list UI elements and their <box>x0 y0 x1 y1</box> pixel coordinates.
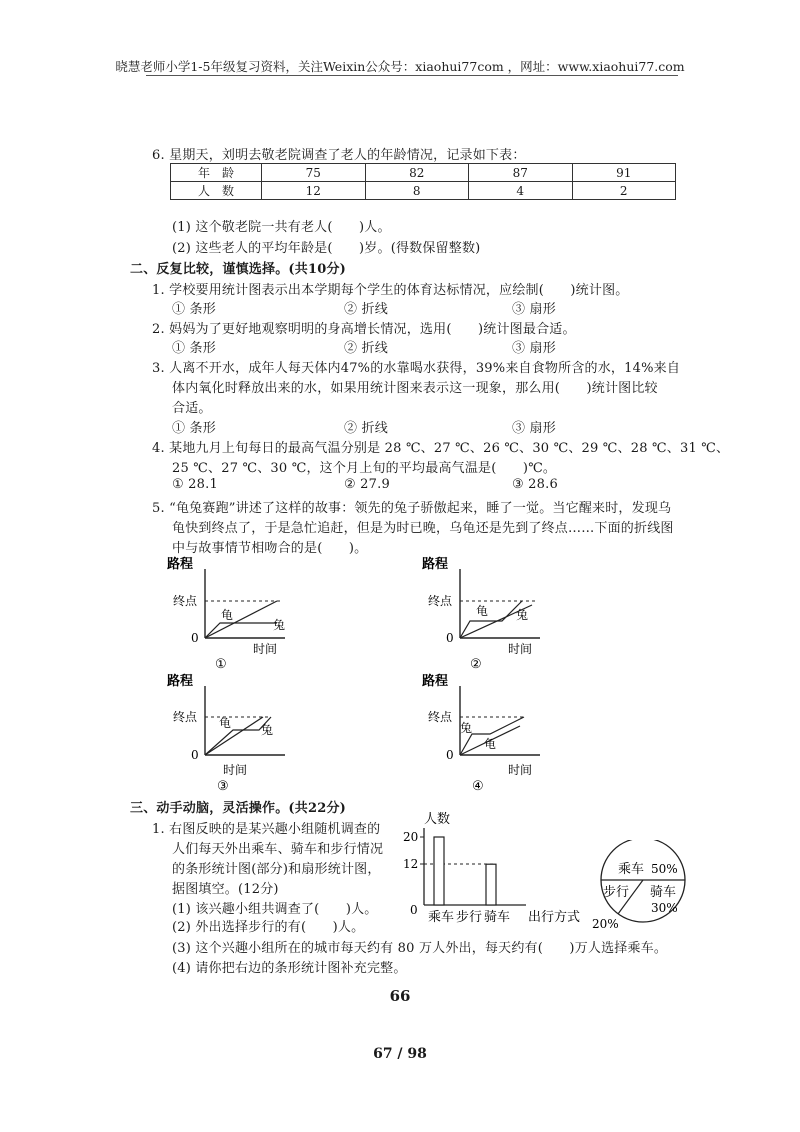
turtle-line <box>205 717 263 755</box>
page-header: 晓慧老师小学1-5年级复习资料，关注Weixin公众号：xiaohui77com ，网址：www.xiaohui77.com <box>115 59 685 74</box>
axis-x-label: 时间 <box>508 763 533 777</box>
age-cell: 91 <box>572 164 676 182</box>
s3-sub2: (2) 外出选择步行的有( )人。 <box>172 920 365 935</box>
bar-category: 骑车 <box>484 910 511 925</box>
s3-sub3: (3) 这个兴趣小组所在的城市每天约有 80 万人外出，每天约有( )万人选择乘车。 <box>172 941 668 956</box>
origin-label: 0 <box>446 631 454 645</box>
origin-label: 0 <box>446 748 454 762</box>
option: ② 折线 <box>344 302 388 317</box>
s2-q3-line2: 体内氧化时释放出来的水，如果用统计图来表示这一现象，那么用( )统计图比较 <box>172 381 658 396</box>
pie-label-cycle: 骑车 <box>650 885 677 900</box>
bar-xlabel: 出行方式 <box>528 910 581 925</box>
pie-pct-cycle: 30% <box>651 901 678 915</box>
race-graph-1 <box>165 553 315 673</box>
page-number: 66 <box>389 987 411 1005</box>
age-cell: 87 <box>469 164 573 182</box>
rabbit-label: 兔 <box>261 723 274 737</box>
option-mark: ② <box>470 657 482 672</box>
axis-x-label: 时间 <box>223 763 248 777</box>
option: ① 条形 <box>172 341 216 356</box>
end-label: 终点 <box>428 710 453 724</box>
pie-label-ride: 乘车 <box>618 862 645 877</box>
bar-category: 步行 <box>456 910 483 925</box>
s2-q4-line1: 4. 某地九月上旬每日的最高气温分别是 28 ℃、27 ℃、26 ℃、30 ℃、29 ℃、28 ℃、31 ℃、 <box>152 441 730 456</box>
option: ② 折线 <box>344 421 388 436</box>
pie-pct-ride: 50% <box>651 862 678 876</box>
age-table <box>170 163 676 200</box>
travel-pie-chart <box>588 840 698 930</box>
axis-y-label: 路程 <box>167 557 194 572</box>
s3-sub4: (4) 请你把右边的条形统计图补充完整。 <box>172 961 407 976</box>
option: ③ 扇形 <box>512 341 556 356</box>
row-label-age: 年 龄 <box>171 164 262 182</box>
q6-sub1: (1) 这个敬老院一共有老人( )人。 <box>172 220 391 235</box>
rabbit-label: 兔 <box>516 608 529 622</box>
axis-y-label: 路程 <box>422 557 449 572</box>
option-mark: ① <box>215 657 227 672</box>
turtle-label: 龟 <box>484 737 497 751</box>
pie-label-walk: 步行 <box>603 885 630 900</box>
option: ① 条形 <box>172 302 216 317</box>
section2-title: 二、反复比较，谨慎选择。(共10分) <box>130 262 346 277</box>
s2-q5-line3: 中与故事情节相吻合的是( )。 <box>172 541 368 556</box>
count-cell: 8 <box>365 182 469 200</box>
table-row <box>171 164 676 182</box>
axis-y-label: 路程 <box>167 674 194 689</box>
travel-bar-chart <box>400 810 590 930</box>
turtle-label: 龟 <box>219 716 232 730</box>
option: ③ 扇形 <box>512 302 556 317</box>
option-mark: ③ <box>217 779 229 794</box>
s2-q3-line1: 3. 人离不开水，成年人每天体内47%的水靠喝水获得，39%来自食物所含的水，14%来自 <box>152 361 681 376</box>
s2-q3-line3: 合适。 <box>172 401 212 416</box>
s2-q2-stem: 2. 妈妈为了更好地观察明明的身高增长情况，选用( )统计图最合适。 <box>152 322 576 337</box>
origin-label: 0 <box>191 748 199 762</box>
rabbit-label: 兔 <box>273 618 286 632</box>
option: ① 条形 <box>172 421 216 436</box>
row-label-count: 人 数 <box>171 182 262 200</box>
race-graph-3 <box>165 670 315 795</box>
q6-stem: 6. 星期天，刘明去敬老院调查了老人的年龄情况，记录如下表： <box>152 148 526 163</box>
bar-cycle <box>486 864 496 905</box>
count-cell: 2 <box>572 182 676 200</box>
axis-x-label: 时间 <box>508 642 533 656</box>
bar-category: 乘车 <box>428 910 455 925</box>
age-cell: 82 <box>365 164 469 182</box>
end-label: 终点 <box>173 594 198 608</box>
page-pager: 67 / 98 <box>373 1046 427 1062</box>
s3-intro3: 的条形统计图(部分)和扇形统计图， <box>172 862 381 877</box>
s3-sub1: (1) 该兴趣小组共调查了( )人。 <box>172 902 378 917</box>
end-label: 终点 <box>173 710 198 724</box>
s3-intro1: 1. 右图反映的是某兴趣小组随机调查的 <box>152 822 381 837</box>
axis-x-label: 时间 <box>253 642 278 656</box>
header-rule <box>146 75 678 76</box>
s3-intro4: 据图填空。(12分) <box>172 882 279 897</box>
option-mark: ④ <box>472 779 484 794</box>
race-graph-4 <box>420 670 570 795</box>
pie-pct-walk: 20% <box>592 917 619 930</box>
turtle-label: 龟 <box>221 608 234 622</box>
option: ② 折线 <box>344 341 388 356</box>
option: ① 28.1 <box>172 477 218 492</box>
option: ③ 扇形 <box>512 421 556 436</box>
bar-ride <box>434 837 444 905</box>
tick-label: 12 <box>403 857 419 871</box>
q6-sub2: (2) 这些老人的平均年龄是( )岁。(得数保留整数) <box>172 241 481 256</box>
origin-label: 0 <box>191 631 199 645</box>
s2-q4-line2: 25 ℃、27 ℃、30 ℃，这个月上旬的平均最高气温是( )℃。 <box>172 461 557 476</box>
count-cell: 12 <box>262 182 366 200</box>
option: ③ 28.6 <box>512 477 558 492</box>
bar-ylabel: 人数 <box>424 812 451 827</box>
s2-q1-stem: 1. 学校要用统计图表示出本学期每个学生的体育达标情况，应绘制( )统计图。 <box>152 283 629 298</box>
end-label: 终点 <box>428 594 453 608</box>
rabbit-line <box>460 601 522 638</box>
table-row <box>171 182 676 200</box>
count-cell: 4 <box>469 182 573 200</box>
rabbit-label: 兔 <box>460 721 473 735</box>
tick-label: 20 <box>403 830 419 844</box>
age-cell: 75 <box>262 164 366 182</box>
tick-label: 0 <box>410 903 418 917</box>
section3-title: 三、动手动脑，灵活操作。(共22分) <box>130 801 346 816</box>
rabbit-line <box>205 623 277 638</box>
s2-q5-line2: 龟快到终点了，于是急忙追赶，但是为时已晚，乌龟还是先到了终点……下面的折线图 <box>172 521 674 536</box>
turtle-line <box>205 601 277 638</box>
race-graph-2 <box>420 553 570 673</box>
option: ② 27.9 <box>344 477 390 492</box>
axis-y-label: 路程 <box>422 674 449 689</box>
s3-intro2: 人们每天外出乘车、骑车和步行情况 <box>172 842 384 857</box>
s2-q5-line1: 5. “龟兔赛跑”讲述了这样的故事：领先的兔子骄傲起来，睡了一觉。当它醒来时，发现乌 <box>152 501 672 516</box>
turtle-label: 龟 <box>476 604 489 618</box>
